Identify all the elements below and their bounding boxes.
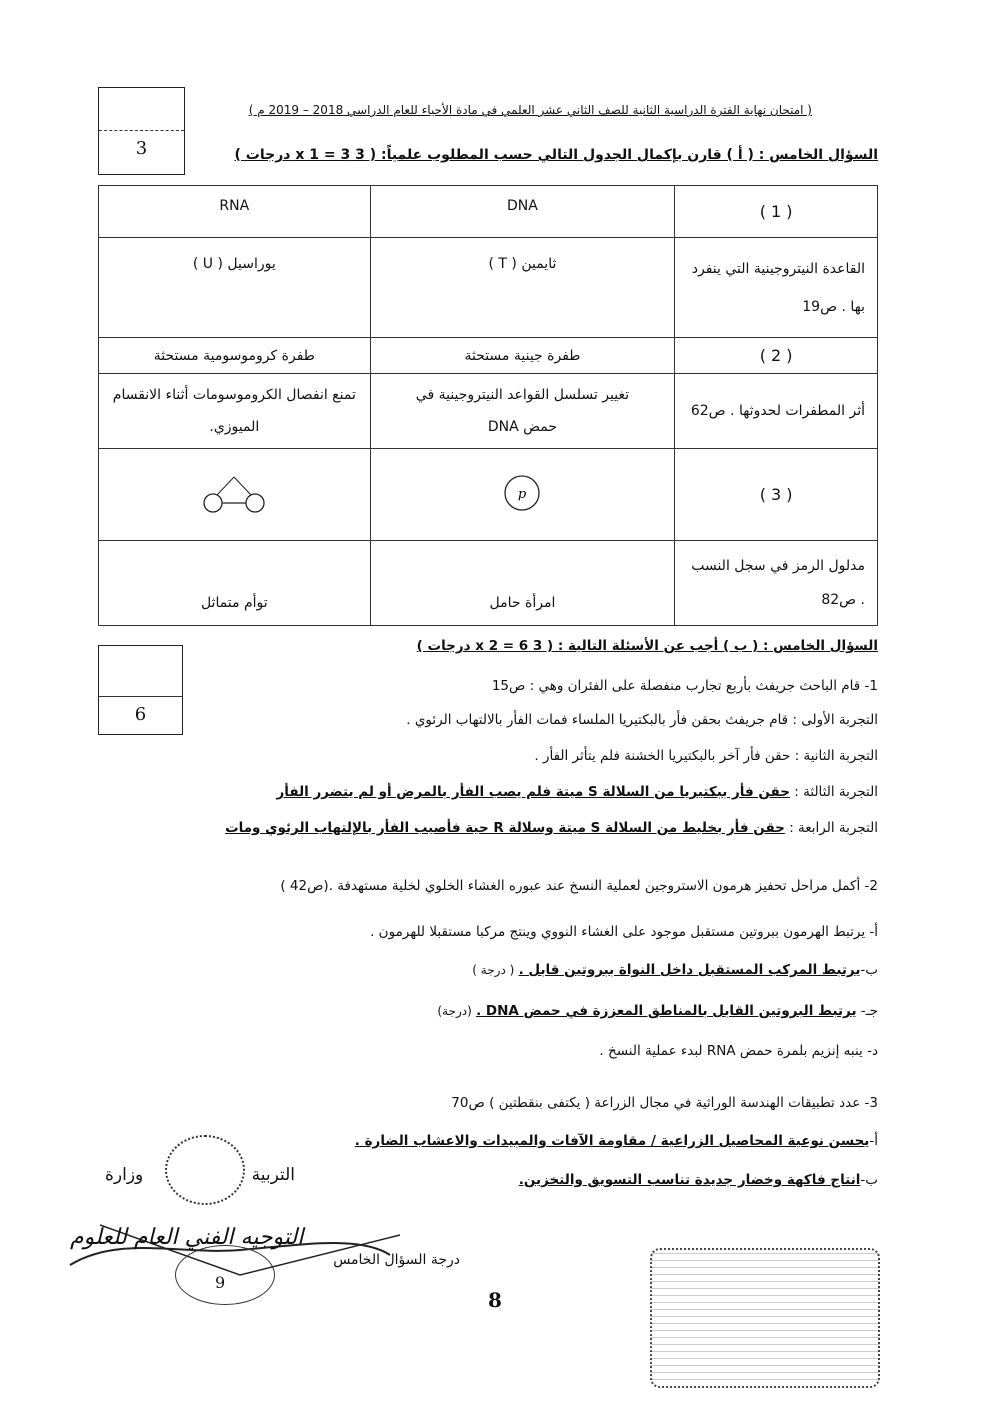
col-header-rna: RNA	[99, 186, 371, 238]
q2d-text: د- ينبه إنزيم بلمرة حمض RNA لبدء عملية النسخ .	[599, 1043, 878, 1059]
exp4-line	[225, 820, 878, 836]
cell-dna-meaning: امرأة حامل	[370, 541, 675, 626]
cell-dna-effect: تغيير تسلسل القواعد النيتروجينية في حمض DNA	[370, 374, 675, 449]
part-b-title: السؤال الخامس : ( ب ) أجب عن الأسئلة التالية : ( 3 x 2 = 6 درجات )	[416, 638, 878, 654]
q3a-answer: يحسن نوعية المحاصيل الزراعية / مقاومة الآفات والمبيدات والاعشاب الضارة .	[354, 1133, 870, 1149]
exp1-text: التجربة الأولى : قام جريفث بحقن فأر بالبكتيريا الملساء فمات الفأر بالالتهاب الرئوي .	[406, 712, 878, 728]
part-a-title: السؤال الخامس : ( أ ) قارن بإكمال الجدول التالي حسب المطلوب علمياً: ( 3 x 1 = 3 درجات )	[234, 147, 878, 163]
exp4-answer: حقن فأر بخليط من السلالة S ميتة وسلالة R حية فأصيب الفأر بالإلتهاب الرئوي ومات	[225, 820, 785, 836]
exp4-label: التجربة الرابعة :	[789, 820, 878, 836]
exam-title: ( امتحان نهاية الفترة الدراسية الثانية للصف الثاني عشر العلمي في مادة الأحياء للعام الدراسي 2018 – 2019 م )	[248, 103, 812, 117]
cell-dna-base: ثايمين ( T )	[370, 238, 675, 338]
score-box-part-a	[98, 87, 185, 175]
q2b-note: ( درجة )	[472, 963, 515, 977]
q3b-prefix: ب-	[860, 1172, 878, 1188]
q2a-text: أ- يرتبط الهرمون ببروتين مستقبل موجود على الغشاء النووي وينتج مركبا مستقبلا للهرمون .	[370, 924, 878, 940]
score-part-b: 6	[134, 704, 147, 725]
q2b-line	[472, 962, 878, 978]
total-score: 9	[215, 1273, 226, 1292]
q2b-prefix: ب-	[860, 962, 878, 978]
cell-rna-mutation: طفرة كروموسومية مستحثة	[99, 338, 371, 374]
exp2-text: التجربة الثانية : حقن فأر آخر بالبكتيريا الخشنة فلم يتأثر الفأر .	[534, 748, 878, 764]
exp3-label: التجربة الثالثة :	[794, 784, 878, 800]
exp3-line	[277, 784, 878, 800]
total-score-label: درجة السؤال الخامس	[333, 1252, 460, 1268]
row-label-base: القاعدة النيتروجينية التي ينفرد بها . ص19	[675, 238, 878, 338]
row-label-effect: أثر المطفرات لحدوثها . ص62	[675, 374, 878, 449]
symbol-p-text: p	[518, 486, 527, 502]
official-stamp-icon	[650, 1248, 880, 1388]
q3b-answer: انتاج فاكهة وخضار جديدة تناسب التسويق والتخزين.	[518, 1172, 861, 1188]
row-label-meaning: مدلول الرمز في سجل النسب . ص82	[675, 541, 878, 626]
comparison-table	[98, 185, 878, 626]
col-header-dna: DNA	[370, 186, 675, 238]
q2c-line	[437, 1003, 878, 1019]
row-label-3: ( 3 )	[675, 449, 878, 541]
cell-rna-effect: تمنع انفصال الكروموسومات أثناء الانقسام الميوزي.	[99, 374, 371, 449]
row-label-2: ( 2 )	[675, 338, 878, 374]
q2c-note: (درجة)	[437, 1004, 472, 1018]
col-header-1: ( 1 )	[675, 186, 878, 238]
ministry-stamp-text: التربية وزارة	[105, 1165, 295, 1185]
signature-text: التوجيه الفني العام للعلوم	[70, 1225, 304, 1250]
identical-twins-symbol-icon	[199, 473, 269, 513]
cell-rna-symbol	[99, 449, 371, 541]
score-part-a: 3	[135, 138, 148, 159]
exp3-answer: حقن فأر ببكتيريا من السلالة S ميتة فلم يصب الفأر بالمرض أو لم يتضرر الفأر	[276, 784, 790, 800]
q1-text: 1- قام الباحث جريفث بأربع تجارب منفصلة على الفئران وهي : ص15	[491, 678, 878, 694]
pregnant-woman-symbol-icon	[502, 473, 542, 513]
q3-text: 3- عدد تطبيقات الهندسة الوراثية في مجال الزراعة ( يكتفى بنقطتين ) ص70	[451, 1095, 878, 1111]
cell-dna-symbol	[370, 449, 675, 541]
q3b-line	[519, 1172, 878, 1188]
cell-dna-mutation: طفرة جينية مستحثة	[370, 338, 675, 374]
score-box-part-b	[98, 645, 183, 735]
q2-text: 2- أكمل مراحل تحفيز هرمون الاستروجين لعملية النسخ عند عبوره الغشاء الخلوي لخلية مستهدفة .(ص42 )	[280, 878, 878, 894]
q2c-prefix: جـ-	[860, 1003, 878, 1019]
q2b-answer: يرتبط المركب المستقبل داخل النواة ببروتين قابل .	[518, 962, 861, 978]
cell-rna-base: يوراسيل ( U )	[99, 238, 371, 338]
q3a-prefix: أ-	[869, 1133, 878, 1149]
page-number: 8	[488, 1288, 502, 1312]
q2c-answer: يرتبط البروتين القابل بالمناطق المعززة في حمض DNA .	[476, 1003, 857, 1019]
q3a-line	[355, 1133, 878, 1149]
cell-rna-meaning: توأم متماثل	[99, 541, 371, 626]
